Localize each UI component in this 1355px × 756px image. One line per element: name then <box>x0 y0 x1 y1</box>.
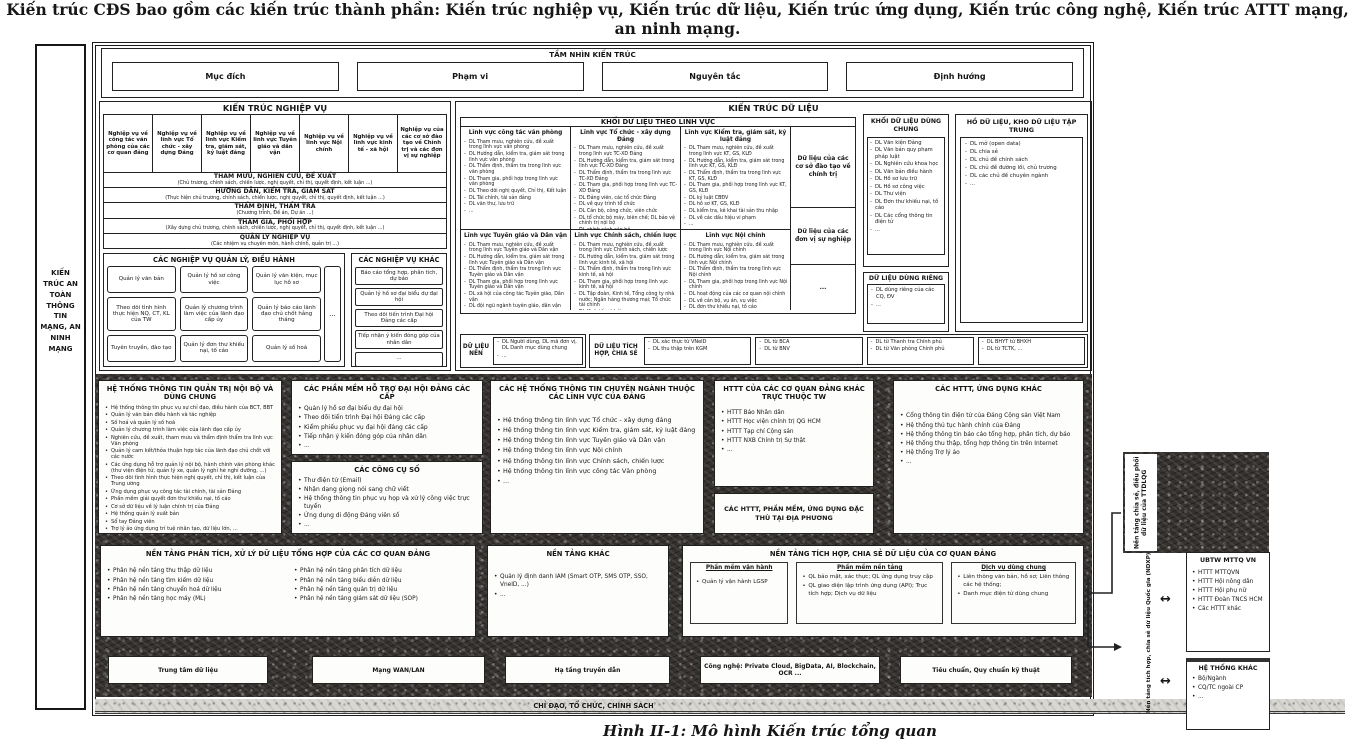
data-item: - DL kỷ luật CBĐV <box>683 196 788 202</box>
data-item: - DL Đơn thư khiếu nại, tố cáo <box>869 199 942 212</box>
external-system-item: • HTTT MTTQVN <box>1191 570 1265 578</box>
data-item: - DL Người dùng, DL mã đơn vị, DL Danh mục dùng chung <box>496 339 580 352</box>
operation-software-list <box>695 579 783 586</box>
activity-sub: (Xây dựng chủ trương, chính sách, chiến lược, nghị quyết, chỉ thị, quyết định, kết luận ...) <box>165 225 385 232</box>
data-item: - DL về quy trình tổ chức <box>573 202 678 208</box>
business-lower-row <box>100 249 450 367</box>
data-domain-cell <box>461 127 571 230</box>
management-cell: Quản lý đơn thư khiếu nại, tố cáo <box>180 335 249 362</box>
other-systems-box <box>1186 658 1270 730</box>
data-item: - DL về cán bộ, vụ án, vụ việc <box>683 299 788 305</box>
management-cell: Quản lý văn kiện, mục lục hồ sơ <box>252 266 321 293</box>
data-item: - DL Tham mưu, nghiên cứu, đề xuất trong lĩnh vực Tuyên giáo và Dân vận <box>463 243 568 254</box>
data-item: - DL từ Văn phòng Chính phủ <box>870 346 971 352</box>
data-item: - ... <box>870 302 942 309</box>
app-item: • Ứng dụng di động Đảng viên số <box>297 512 477 520</box>
data-item: - DL kiểm tra, kê khai tài sản thu nhập <box>683 209 788 215</box>
data-domain-block <box>460 117 856 314</box>
infrastructure-box-datacenter: Trung tâm dữ liệu <box>108 656 268 684</box>
app-item: • Hệ thống quản lý xuất bản <box>104 511 276 517</box>
management-cell: Quản lý văn bản <box>107 266 176 293</box>
data-domain-cell <box>461 230 571 310</box>
data-item: - DL Thẩm định, thẩm tra trong lĩnh vực Nội chính <box>683 267 788 278</box>
other-operation-item: ... <box>355 352 443 367</box>
activity-title: HƯỚNG DẪN, KIỂM TRA, GIÁM SÁT <box>215 188 335 196</box>
data-item: - DL Tài chính, tài sản đảng <box>463 196 568 202</box>
other-operation-item: Tiếp nhận ý kiến đóng góp của nhân dân <box>355 330 443 348</box>
app-item: • Trợ lý ảo ứng dụng trí tuệ nhân tạo, dữ liệu lớn, ... <box>104 526 276 532</box>
data-item: - ... <box>683 222 788 228</box>
app-item: • Cổng thông tin điện tử của Đảng Cộng sản Việt Nam <box>899 413 1078 421</box>
congress-software-box <box>291 380 483 455</box>
app-item: • Các ứng dụng hỗ trợ quản lý nội bộ, hành chính văn phòng khác (thư viện điện tử, quản lý xe, quản lý nghỉ hè nghỉ dưỡng, ...) <box>104 462 276 474</box>
data-item: - DL hồ sơ KT, GS, KLĐ <box>683 202 788 208</box>
vision-section <box>101 48 1084 98</box>
app-item: • Quản lý hồ sơ đại biểu dự đại hội <box>297 405 477 413</box>
external-system-item: • ... <box>1191 694 1265 702</box>
activity-title: THAM GIA, PHỐI HỢP <box>238 218 312 226</box>
external-system-item: • Các HTTT khác <box>1191 606 1265 614</box>
congress-software-title: CÁC PHẦN MỀM HỖ TRỢ ĐẠI HỘI ĐẢNG CÁC CẤP <box>303 385 471 402</box>
app-item: • Nhận dạng giọng nói sang chữ viết <box>297 486 477 494</box>
data-item: - DL từ TCTK, ... <box>981 346 1082 352</box>
data-item: - DL xã hội của công tác Tuyên giáo, Dân vận <box>463 292 568 303</box>
data-architecture-section <box>455 101 1092 371</box>
vision-box: Định hướng <box>846 62 1073 91</box>
integration-data-box <box>589 334 1088 368</box>
app-item: • Kiểm phiếu phục vụ đại hội đảng các cấp <box>297 424 477 432</box>
integration-platform-title: NỀN TẢNG TÍCH HỢP, CHIA SẺ DỮ LIỆU CỦA CƠ QUAN ĐẢNG <box>769 550 997 558</box>
data-item: - DL Tham gia, phối hợp trong lĩnh vực KT, GS, KLĐ <box>683 183 788 194</box>
data-item: - DL Hồ sơ công việc <box>869 184 942 191</box>
business-domains <box>104 115 446 173</box>
app-item: • HTTT NXB Chính trị Sự thật <box>720 438 868 446</box>
foundation-data-label: DỮ LIỆU NỀN <box>462 344 490 357</box>
platform-software-subbox <box>796 562 943 624</box>
management-operations-title: CÁC NGHIỆP VỤ QUẢN LÝ, ĐIỀU HÀNH <box>152 256 295 265</box>
other-agency-systems-list <box>720 410 868 455</box>
data-item: - DL Văn bản điều hành <box>869 169 942 176</box>
data-item: - DL Tham mưu, nghiên cứu, đề xuất trong lĩnh vực Nội chính <box>683 243 788 254</box>
platform-item: • Quản lý vận hành LGSP <box>695 579 783 586</box>
internal-systems-title: HỆ THỐNG THÔNG TIN QUẢN TRỊ NỘI BỘ VÀ DÙNG CHUNG <box>106 385 274 402</box>
management-cell: Quản lý chương trình làm việc của lãnh đạo cấp ủy <box>180 297 249 331</box>
data-item: - DL từ BCA <box>758 339 859 345</box>
data-item: - DL Thẩm định, thẩm tra trong lĩnh vực văn phòng <box>463 164 568 175</box>
business-domain: Nghiệp vụ về lĩnh vực Nội chính <box>300 115 349 172</box>
data-item: - DL Đảng viên, các tổ chức Đảng <box>573 196 678 202</box>
other-platform-title: NỀN TẢNG KHÁC <box>546 550 610 558</box>
analytics-platform-title: NỀN TẢNG PHÂN TÍCH, XỬ LÝ DỮ LIỆU TỔNG HỢP CỦA CÁC CƠ QUAN ĐẢNG <box>145 550 431 558</box>
foundation-data-box <box>460 334 586 368</box>
digital-tools-title: CÁC CÔNG CỤ SỐ <box>354 466 420 474</box>
platform-software-title: Phần mềm nền tảng <box>836 565 903 572</box>
other-agency-systems-title: HTTT CỦA CÁC CƠ QUAN ĐẢNG KHÁC TRỰC THUỘC TW <box>723 385 865 402</box>
app-item: • Quản lý cam kết/thỏa thuận hợp tác của lãnh đạo chủ chốt với các nước <box>104 448 276 460</box>
management-cell: Tuyên truyền, đào tạo <box>107 335 176 362</box>
app-item: • Nghiên cứu, đề xuất, tham mưu và thẩm định thẩm tra lĩnh vực Văn phòng <box>104 435 276 447</box>
app-item: • Hệ thống thu thập, tổng hợp thông tin trên Internet <box>899 441 1078 449</box>
platform-item: • QL bảo mật, xác thực; QL ứng dụng truy cập <box>801 574 938 581</box>
public-units-data-cell: Dữ liệu của các đơn vị sự nghiệp <box>791 208 855 265</box>
activity-title: THAM MƯU, NGHIÊN CỨU, ĐỀ XUẤT <box>213 173 337 180</box>
business-architecture-section <box>99 101 451 371</box>
platform-item: • ... <box>493 592 663 600</box>
data-domain-side-column <box>791 127 855 310</box>
business-domain: Nghiệp vụ của các cơ sở đào tạo về Chính trị và các đơn vị sự nghiệp <box>400 127 444 160</box>
foundation-data-list <box>493 337 583 365</box>
platform-item: • Phân hệ nền tảng quản trị dữ liệu <box>293 587 470 595</box>
other-operations-box <box>351 253 447 367</box>
external-system-item: • HTTT Hội nông dân <box>1191 579 1265 587</box>
integration-data-label: DỮ LIỆU TÍCH HỢP, CHIA SẺ <box>594 344 638 357</box>
data-item: - DL văn thư, lưu trữ <box>463 202 568 208</box>
app-item: • Hệ thống thông tin lĩnh vực Nội chính <box>496 446 698 455</box>
data-item: - DL Tham gia, phối hợp trong lĩnh vực văn phòng <box>463 177 568 188</box>
platform-item: • Danh mục điện tử dùng chung <box>956 591 1071 598</box>
business-domain: Nghiệp vụ về lĩnh vực kinh tế - xã hội <box>349 115 398 172</box>
infrastructure-box-wanlan: Mạng WAN/LAN <box>312 656 485 684</box>
management-cell: Quản lý hồ sơ công việc <box>180 266 249 293</box>
app-item: • ... <box>496 477 698 486</box>
data-item: - DL Thẩm định, thẩm tra trong lĩnh vực TC-XD Đảng <box>573 171 678 182</box>
business-domain: Nghiệp vụ về công tác văn phòng của các cơ quan đảng <box>104 115 153 172</box>
app-item: • Hệ thống thông tin phục vụ sự chỉ đạo, điều hành của BCT, BBT <box>104 405 276 411</box>
other-platform-box <box>487 545 669 637</box>
private-data-title: DỮ LIỆU DÙNG RIÊNG <box>868 275 944 282</box>
data-item: - ... <box>964 181 1079 188</box>
data-domain-title: Lĩnh vực Tổ chức - xây dựng Đảng <box>580 130 671 143</box>
integration-platform-box <box>682 545 1084 637</box>
platform-item: • Phân hệ nền tảng chuyển hoá dữ liệu <box>106 587 283 595</box>
data-domain-title: Lĩnh vực Kiểm tra, giám sát, kỷ luật đảng <box>684 130 787 143</box>
data-domain-list <box>573 146 678 230</box>
management-cell: Quản lý số hoá <box>252 335 321 362</box>
platform-item: • Phân hệ nền tảng biểu diễn dữ liệu <box>293 578 470 586</box>
training-data-cell: Dữ liệu của các cơ sở đào tạo về chính trị <box>791 127 855 208</box>
ttdlqg-box <box>1123 452 1269 553</box>
app-item: • ... <box>297 521 477 529</box>
data-item: - DL Tham mưu, nghiên cứu, đề xuất trong lĩnh vực KT, GS, KLĐ <box>683 146 788 157</box>
app-item: • ... <box>297 442 477 450</box>
platform-item: • Phân hệ nền tảng thu thập dữ liệu <box>106 568 283 576</box>
sector-systems-list <box>496 416 698 485</box>
platform-item: • Quản lý định danh IAM (Smart OTP, SMS OTP, SSO, VneID, ...) <box>493 574 663 590</box>
app-item: • Thư điện tử (Email) <box>297 477 477 485</box>
activity-row <box>104 203 446 218</box>
shared-data-list <box>867 137 945 255</box>
other-operations-list <box>352 267 446 367</box>
management-cell: Quản lý báo cáo lãnh đạo chủ chốt hằng tháng <box>252 297 321 331</box>
shared-services-subbox <box>951 562 1076 624</box>
data-item: - DL Hướng dẫn, kiểm tra, giám sát trong lĩnh vực văn phòng <box>463 152 568 163</box>
operation-software-title: Phần mềm vận hành <box>705 565 773 572</box>
data-item: - DL các chủ đề chuyên ngành <box>964 173 1079 180</box>
data-domain-grid <box>461 127 791 310</box>
business-architecture-title: KIẾN TRÚC NGHIỆP VỤ <box>222 103 328 113</box>
activity-sub: (Chủ trương, chính sách, chiến lược, nghị quyết, chỉ thị, quyết định, kết luận ...) <box>177 179 373 186</box>
infrastructure-box-standards: Tiêu chuẩn, Quy chuẩn kỹ thuật <box>900 656 1072 684</box>
data-domain-title: Lĩnh vực Tuyên giáo và Dân vận <box>463 233 568 239</box>
data-item: - DL Tham mưu, nghiên cứu, đề xuất trong lĩnh vực TC-XD Đảng <box>573 146 678 157</box>
data-item: - DL dùng riêng của các CQ, ĐV <box>870 287 942 301</box>
activity-sub: (Thực hiện chủ trương, chính sách, chiến lược, nghị quyết, chỉ thị, quyết định, kết luận ...) <box>165 195 385 202</box>
data-item: - DL Tham gia, phối hợp trong lĩnh vực Nội chính <box>683 280 788 291</box>
mttq-title: UBTW MTTQ VN <box>1199 557 1257 564</box>
data-item: - DL Nghiên cứu khoa học <box>869 161 942 168</box>
data-item: - ... <box>463 209 568 215</box>
data-item: - DL từ BNV <box>758 346 859 352</box>
data-item: - DL Hồ sơ lưu trữ <box>869 176 942 183</box>
vision-box: Phạm vi <box>357 62 584 91</box>
integration-data-group <box>755 337 862 365</box>
page-title: Kiến trúc CĐS bao gồm các kiến trúc thành phần: Kiến trúc nghiệp vụ, Kiến trúc dữ liệu, Kiến trúc ứng dụng, Kiến trúc công nghệ, Kiến trúc ATTT mạng, an ninh mạng. <box>6 0 1349 38</box>
data-domain-list <box>463 140 568 215</box>
analytics-platform-col2 <box>293 568 470 604</box>
shared-data-title: KHỐI DỮ LIỆU DÙNG CHUNG <box>870 118 942 133</box>
other-systems-list <box>1191 676 1265 702</box>
other-operation-item: Theo dõi tiến trình Đại hội Đảng các cấp <box>355 309 443 327</box>
app-item: • Hệ thống thông tin lĩnh vực Tuyên giáo và Dân vận <box>496 436 698 445</box>
data-item: - DL Tham gia, phối hợp trong lĩnh vực TC-XD Đảng <box>573 183 678 194</box>
data-item: - DL Tham gia, phối hợp trong lĩnh vực kinh tế, xã hội <box>573 280 678 291</box>
data-item: - DL Hướng dẫn, kiểm tra, giám sát trong lĩnh vực TC-XD Đảng <box>573 159 678 170</box>
activity-row <box>104 219 446 234</box>
infrastructure-box-transmission: Hạ tầng truyền dẫn <box>505 656 670 684</box>
ttdlqg-label: Nền tảng chia sẻ, điều phối dữ liệu của TTDLQG <box>1125 454 1157 551</box>
data-item: - DL Thư viện <box>869 191 942 198</box>
data-item: - DL về các dấu hiệu vi phạm <box>683 216 788 222</box>
app-item: • ... <box>720 447 868 455</box>
data-item: - DL Hướng dẫn, kiểm tra, giám sát trong lĩnh vực KT, GS, KLĐ <box>683 159 788 170</box>
data-item: - DL Tập đoàn, Kinh tế, Tổng công ty nhà nước; Ngân hàng thương mại; Tổ chức tài chính <box>573 292 678 309</box>
operation-software-subbox <box>690 562 788 624</box>
data-item: - DL Hướng dẫn, kiểm tra, giám sát trong lĩnh vực Tuyên giáo và Dân vận <box>463 255 568 266</box>
data-item: - DL hoạt động của các cơ quan nội chính <box>683 292 788 298</box>
other-apps-list <box>899 413 1078 467</box>
activity-sub: (Các nhiệm vụ chuyên môn, hành chính, quản trị ...) <box>211 240 339 247</box>
app-item: • ... <box>899 459 1078 467</box>
data-item: - DL chia sẻ <box>964 149 1079 156</box>
business-domain: Nghiệp vụ về lĩnh vực Tuyên giáo và dân vận <box>251 115 300 172</box>
data-domain-cell <box>681 230 791 310</box>
data-lake-title: HỒ DỮ LIỆU, KHO DỮ LIỆU TẬP TRUNG <box>966 118 1077 134</box>
external-system-item: • HTTT Hội phụ nữ <box>1191 588 1265 596</box>
governance-label: CHỈ ĐẠO, TỔ CHỨC, CHÍNH SÁCH <box>533 702 654 710</box>
other-operation-item: Quản lý hồ sơ đại biểu dự đại hội <box>355 288 443 306</box>
data-item: - DL Văn bản quy phạm pháp luật <box>869 147 942 160</box>
security-architecture-sidebar <box>35 44 86 710</box>
integration-data-group <box>644 337 751 365</box>
app-item: • Hệ thống thông tin lĩnh vực Kiểm tra, giám sát, kỷ luật đảng <box>496 426 698 435</box>
shared-services-list <box>956 574 1071 597</box>
connector-to-ttdlqg <box>1090 513 1121 593</box>
activity-title: QUẢN LÝ NGHIỆP VỤ <box>239 233 311 241</box>
infrastructure-box-technology: Công nghệ: Private Cloud, BigData, AI, Blockchain, OCR ... <box>700 656 880 684</box>
app-item: • Hệ thống thông tin lĩnh vực Chính sách, chiến lược <box>496 457 698 466</box>
data-item: - DL Thẩm định, thẩm tra trong lĩnh vực kinh tế, xã hội <box>573 267 678 278</box>
platform-software-list <box>801 574 938 597</box>
business-domain: Nghiệp vụ về lĩnh vực Kiểm tra, giám sát, kỷ luật đảng <box>202 115 251 172</box>
app-item: • Hệ thống thông tin báo cáo tổng hợp, phân tích, dự báo <box>899 432 1078 440</box>
app-item: • Ứng dụng phục vụ công tác tài chính, tài sản Đảng <box>104 489 276 495</box>
app-item: • Sổ tay Đảng viên <box>104 519 276 525</box>
data-item: - DL mở (open data) <box>964 141 1079 148</box>
other-apps-title: CÁC HTTT, ỨNG DỤNG KHÁC <box>935 385 1042 393</box>
arrowhead-icon <box>1114 643 1122 651</box>
data-item: - DL từ Thanh tra Chính phủ <box>870 339 971 345</box>
management-operations-box <box>103 253 345 367</box>
app-item: • Hệ thống thông tin lĩnh vực công tác Văn phòng <box>496 467 698 476</box>
app-item: • Số hoá và quản lý số hoá <box>104 420 276 426</box>
data-architecture-title: KIẾN TRÚC DỮ LIỆU <box>728 103 819 113</box>
data-domain-cell <box>571 230 681 310</box>
data-item: - ... <box>496 353 580 359</box>
data-item: - DL chủ đề đường lối, chủ trương <box>964 165 1079 172</box>
left-right-arrow-icon: ↔ <box>1160 674 1171 689</box>
vision-box: Mục đích <box>112 62 339 91</box>
data-item: - DL tổ chức bộ máy, biên chế; DL bảo vệ chính trị nội bộ <box>573 216 678 227</box>
app-item: • Tiếp nhận ý kiến đóng góp của nhân dân <box>297 433 477 441</box>
data-item: - DL xác thực từ VNeID <box>647 339 748 345</box>
data-item: - DL chủ đề chính sách <box>964 157 1079 164</box>
more-data-cell: ... <box>819 283 827 291</box>
data-domain-title: Lĩnh vực Nội chính <box>705 233 766 239</box>
data-item: - DL thu thập trên KGM <box>647 346 748 352</box>
app-item: • Cơ sở dữ liệu về lý luận chính trị của Đảng <box>104 504 276 510</box>
data-lake-block <box>955 114 1088 332</box>
data-item: - DL Thẩm định, thẩm tra trong lĩnh vực Tuyên giáo và Dân vận <box>463 267 568 278</box>
data-item: - DL Thẩm định, thẩm tra trong lĩnh vực KT, GS, KLĐ <box>683 171 788 182</box>
mttq-box <box>1186 552 1270 652</box>
data-item: - DL Hướng dẫn, kiểm tra, giám sát trong lĩnh vực kinh tế, xã hội <box>573 255 678 266</box>
data-item: - ... <box>869 227 942 234</box>
sector-systems-box <box>490 380 704 534</box>
vision-title: TẦM NHÌN KIẾN TRÚC <box>549 50 636 59</box>
app-item: • Hệ thống Trợ lý ảo <box>899 450 1078 458</box>
platform-item: • QL giao diện lập trình ứng dụng (API); Trục tích hợp; Dịch vụ dữ liệu <box>801 583 938 598</box>
security-architecture-label: KIẾN TRÚC AN TOÀN THÔNG TIN MẠNG, AN NINH MẠNG <box>40 269 81 353</box>
other-operation-item: Báo cáo tổng hợp, phân tích, dự báo <box>355 267 443 285</box>
external-system-item: • Bộ/Ngành <box>1191 676 1265 684</box>
activity-sub: (Chương trình, Đề án, Dự án ...) <box>236 210 314 217</box>
app-item: • Hệ thống thủ tục hành chính của Đảng <box>899 423 1078 431</box>
data-item: - DL Cán bộ, công chức, viên chức <box>573 209 678 215</box>
app-item: • HTTT Báo Nhân dân <box>720 410 868 418</box>
data-domain-list <box>683 243 788 310</box>
data-domain-list <box>573 243 678 310</box>
data-domain-block-title: KHỐI DỮ LIỆU THEO LĨNH VỰC <box>461 118 855 127</box>
shared-services-title: Dịch vụ dùng chung <box>981 565 1047 572</box>
analytics-platform-col1 <box>106 568 283 604</box>
app-item: • Theo dõi tiến trình Đại hội Đảng các cấp <box>297 414 477 422</box>
platform-item: • Phân hệ nền tảng tìm kiếm dữ liệu <box>106 578 283 586</box>
application-band <box>95 374 1092 697</box>
management-cells <box>104 264 324 366</box>
ndxp-label: Nền tảng tích hợp, chia sẻ dữ liệu Quốc gia (NDXP) <box>1146 552 1152 714</box>
integration-data-group <box>867 337 974 365</box>
app-item: • Theo dõi tình hình thực hiện nghị quyết, chỉ thị, kết luận của Trung ương <box>104 475 276 487</box>
internal-systems-box <box>98 380 282 534</box>
data-item: - DL đội ngũ ngành tuyên giáo, dân vận <box>463 304 568 310</box>
platform-item: • Phân hệ nền tảng học máy (ML) <box>106 596 283 604</box>
activity-row <box>104 173 446 188</box>
other-operations-title: CÁC NGHIỆP VỤ KHÁC <box>358 256 440 265</box>
local-systems-box: CÁC HTTT, PHẦN MỀM, ỨNG DỤNG ĐẶC THÙ TẠI ĐỊA PHƯƠNG <box>714 493 874 534</box>
data-item: - DL Văn kiện Đảng <box>869 140 942 147</box>
data-item: - DL BHYT từ BHXH <box>981 339 1082 345</box>
data-item: - DL Tham mưu, nghiên cứu, đề xuất trong lĩnh vực văn phòng <box>463 140 568 151</box>
mttq-list <box>1191 570 1265 614</box>
activity-row <box>104 234 446 248</box>
internal-systems-list <box>104 405 276 533</box>
data-item: - DL Các cổng thông tin điện tử <box>869 213 942 226</box>
data-item: - DL Hướng dẫn, kiểm tra, giám sát trong lĩnh vực Nội chính <box>683 255 788 266</box>
private-data-list <box>867 284 945 324</box>
activity-title: THẨM ĐỊNH, THẨM TRA <box>234 203 316 211</box>
data-item: - DL Tham mưu, nghiên cứu, đề xuất trong lĩnh vực Chính sách, chiến lược <box>573 243 678 254</box>
data-domain-title: Lĩnh vực công tác văn phòng <box>468 130 563 136</box>
business-domain: Nghiệp vụ về lĩnh vực Tổ chức - xây dựng Đảng <box>153 115 202 172</box>
data-domain-title: Lĩnh vực Chính sách, chiến lược <box>574 233 677 239</box>
app-item: • HTTT Học viện chính trị QG HCM <box>720 419 868 427</box>
business-table <box>103 114 447 249</box>
left-right-arrow-icon: ↔ <box>1160 592 1171 607</box>
app-item: • Phần mềm giải quyết đơn thư khiếu nại, tố cáo <box>104 496 276 502</box>
platform-item: • Liên thông văn bản, hồ sơ; Liên thông các hệ thống; <box>956 574 1071 589</box>
platform-item: • Phân hệ nền tảng phân tích dữ liệu <box>293 568 470 576</box>
platform-item: • Phân hệ nền tảng giám sát dữ liệu (SOP) <box>293 596 470 604</box>
analytics-platform-box <box>100 545 476 637</box>
sector-systems-title: CÁC HỆ THỐNG THÔNG TIN CHUYÊN NGÀNH THUỘC CÁC LĨNH VỰC CỦA ĐẢNG <box>499 385 695 402</box>
congress-software-list <box>297 405 477 450</box>
management-cell: Theo dõi tình hình thực hiện NQ, CT, KL của TW <box>107 297 176 331</box>
activity-row <box>104 188 446 203</box>
other-systems-title: HỆ THỐNG KHÁC <box>1198 665 1258 672</box>
vision-box: Nguyên tắc <box>602 62 829 91</box>
data-item: - DL Theo dõi nghị quyết, Chỉ thị, Kết luận <box>463 189 568 195</box>
other-platform-list <box>493 574 663 599</box>
external-system-item: • HTTT Đoàn TNCS HCM <box>1191 597 1265 605</box>
digital-tools-list <box>297 477 477 528</box>
data-lake-list <box>960 137 1083 323</box>
data-domain-cell <box>571 127 681 230</box>
digital-tools-box <box>291 461 483 534</box>
external-system-item: • CQ/TC ngoài CP <box>1191 685 1265 693</box>
app-item: • HTTT Tạp chí Cộng sản <box>720 429 868 437</box>
data-domain-list <box>463 243 568 310</box>
integration-data-group <box>978 337 1085 365</box>
other-apps-box <box>893 380 1084 534</box>
figure-caption: Hình II-1: Mô hình Kiến trúc tổng quan <box>603 722 937 740</box>
private-data-block <box>863 272 949 332</box>
data-domain-list <box>683 146 788 228</box>
data-item: - DL đơn thư khiếu nại, tố cáo <box>683 305 788 310</box>
management-more-cell: ... <box>324 266 341 362</box>
shared-data-block <box>863 114 949 267</box>
other-agency-systems-box <box>714 380 874 487</box>
app-item: • Hệ thống thông tin lĩnh vực Tổ chức - xây dựng đảng <box>496 416 698 425</box>
vision-boxes <box>102 59 1083 91</box>
data-item: - DL Tham gia, phối hợp trong lĩnh vực Tuyên giáo và Dân vận <box>463 280 568 291</box>
app-item: • Quản lý chương trình làm việc của lãnh đạo cấp ủy <box>104 427 276 433</box>
data-domain-cell <box>681 127 791 230</box>
app-item: • Hệ thống thông tin phục vụ họp và xử lý công việc trực tuyến <box>297 495 477 510</box>
app-item: • Quản lý văn bản điều hành và tác nghiệp <box>104 412 276 418</box>
